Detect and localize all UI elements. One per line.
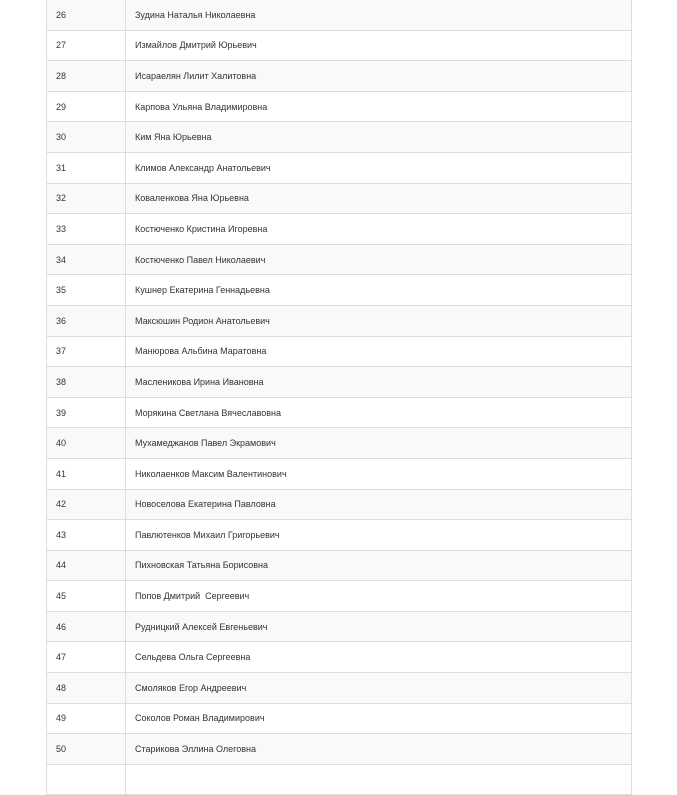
roster-table-container bbox=[46, 0, 632, 795]
row-number: 43 bbox=[47, 520, 126, 551]
table-row bbox=[47, 458, 632, 489]
roster-table-body bbox=[47, 0, 632, 795]
table-row bbox=[47, 550, 632, 581]
table-row bbox=[47, 611, 632, 642]
row-full-name: Ким Яна Юрьевна bbox=[126, 122, 632, 153]
row-full-name: Костюченко Кристина Игоревна bbox=[126, 214, 632, 245]
table-row bbox=[47, 673, 632, 704]
row-full-name: Морякина Светлана Вячеславовна bbox=[126, 397, 632, 428]
table-row bbox=[47, 336, 632, 367]
table-row bbox=[47, 397, 632, 428]
row-number: 41 bbox=[47, 458, 126, 489]
table-row bbox=[47, 367, 632, 398]
row-number: 26 bbox=[47, 0, 126, 30]
table-row bbox=[47, 764, 632, 795]
table-row bbox=[47, 61, 632, 92]
table-row bbox=[47, 489, 632, 520]
row-full-name: Масленикова Ирина Ивановна bbox=[126, 367, 632, 398]
row-full-name: Мухамеджанов Павел Экрамович bbox=[126, 428, 632, 459]
table-row bbox=[47, 734, 632, 765]
table-row bbox=[47, 30, 632, 61]
row-full-name: Максюшин Родион Анатольевич bbox=[126, 305, 632, 336]
row-number: 34 bbox=[47, 244, 126, 275]
row-number: 36 bbox=[47, 305, 126, 336]
row-number bbox=[47, 764, 126, 795]
row-full-name: Костюченко Павел Николаевич bbox=[126, 244, 632, 275]
row-full-name: Коваленкова Яна Юрьевна bbox=[126, 183, 632, 214]
table-row bbox=[47, 581, 632, 612]
table-row bbox=[47, 520, 632, 551]
table-row bbox=[47, 305, 632, 336]
table-row bbox=[47, 428, 632, 459]
row-number: 44 bbox=[47, 550, 126, 581]
row-number: 38 bbox=[47, 367, 126, 398]
row-full-name: Попов Дмитрий Сергеевич bbox=[126, 581, 632, 612]
row-full-name: Кушнер Екатерина Геннадьевна bbox=[126, 275, 632, 306]
row-number: 46 bbox=[47, 611, 126, 642]
table-row bbox=[47, 642, 632, 673]
table-row bbox=[47, 275, 632, 306]
row-full-name: Манюрова Альбина Маратовна bbox=[126, 336, 632, 367]
row-full-name: Николаенков Максим Валентинович bbox=[126, 458, 632, 489]
table-row bbox=[47, 122, 632, 153]
table-row bbox=[47, 183, 632, 214]
row-number: 42 bbox=[47, 489, 126, 520]
row-number: 48 bbox=[47, 673, 126, 704]
row-full-name: Соколов Роман Владимирович bbox=[126, 703, 632, 734]
row-number: 32 bbox=[47, 183, 126, 214]
row-full-name: Старикова Эллина Олеговна bbox=[126, 734, 632, 765]
row-number: 50 bbox=[47, 734, 126, 765]
table-row bbox=[47, 0, 632, 30]
table-row bbox=[47, 91, 632, 122]
row-full-name bbox=[126, 764, 632, 795]
table-row bbox=[47, 703, 632, 734]
row-number: 30 bbox=[47, 122, 126, 153]
row-number: 35 bbox=[47, 275, 126, 306]
row-number: 28 bbox=[47, 61, 126, 92]
row-full-name: Измайлов Дмитрий Юрьевич bbox=[126, 30, 632, 61]
row-full-name: Пихновская Татьяна Борисовна bbox=[126, 550, 632, 581]
row-number: 40 bbox=[47, 428, 126, 459]
row-full-name: Климов Александр Анатольевич bbox=[126, 152, 632, 183]
row-full-name: Новоселова Екатерина Павловна bbox=[126, 489, 632, 520]
row-full-name: Смоляков Егор Андреевич bbox=[126, 673, 632, 704]
row-full-name: Сельдева Ольга Сергеевна bbox=[126, 642, 632, 673]
row-number: 31 bbox=[47, 152, 126, 183]
roster-table bbox=[46, 0, 632, 795]
table-row bbox=[47, 152, 632, 183]
row-full-name: Исараелян Лилит Халитовна bbox=[126, 61, 632, 92]
row-number: 49 bbox=[47, 703, 126, 734]
row-number: 29 bbox=[47, 91, 126, 122]
row-full-name: Карпова Ульяна Владимировна bbox=[126, 91, 632, 122]
row-number: 33 bbox=[47, 214, 126, 245]
row-full-name: Зудина Наталья Николаевна bbox=[126, 0, 632, 30]
table-row bbox=[47, 244, 632, 275]
row-number: 39 bbox=[47, 397, 126, 428]
row-number: 45 bbox=[47, 581, 126, 612]
row-number: 37 bbox=[47, 336, 126, 367]
row-number: 47 bbox=[47, 642, 126, 673]
row-number: 27 bbox=[47, 30, 126, 61]
table-row bbox=[47, 214, 632, 245]
row-full-name: Рудницкий Алексей Евгеньевич bbox=[126, 611, 632, 642]
row-full-name: Павлютенков Михаил Григорьевич bbox=[126, 520, 632, 551]
